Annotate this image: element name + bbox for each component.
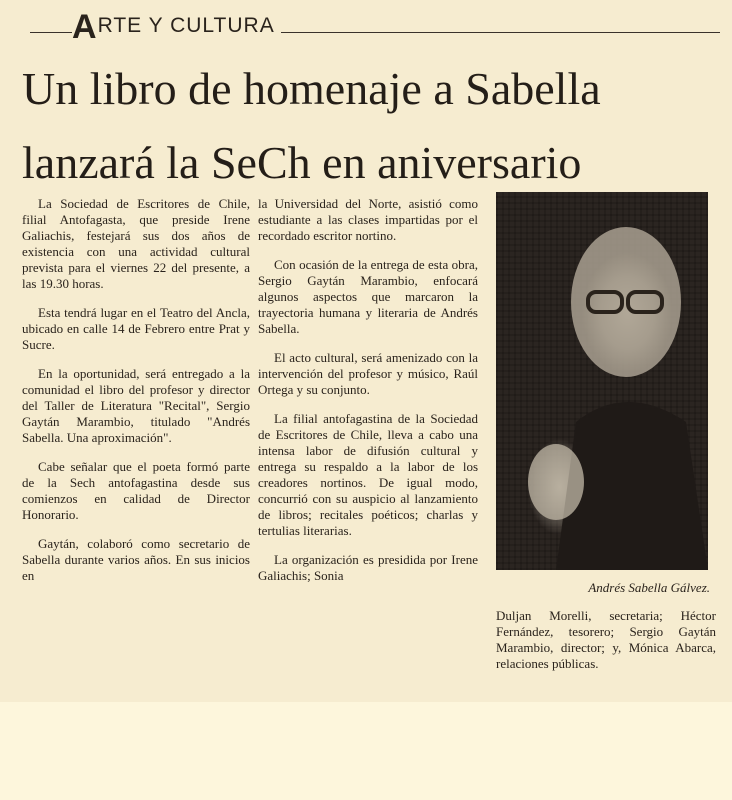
portrait-figure	[496, 192, 708, 570]
article-column-3	[496, 608, 716, 685]
paragraph: El acto cultural, será amenizado con la intervención del profesor y músico, Raúl Ortega y su conjunto.	[258, 350, 478, 397]
headline-line-1: Un libro de homenaje a Sabella	[22, 63, 601, 114]
article-column-2	[258, 196, 478, 597]
paragraph: Cabe señalar que el poeta formó parte de la Sech antofagastina desde sus comienzos en calidad de Director Honorario.	[22, 459, 250, 522]
section-title: RTE Y CULTURA	[97, 14, 275, 37]
paragraph: En la oportunidad, será entregado a la comunidad el libro del profesor y director del Taller de Literatura "Recital", Sergio Gaytán Marambio, titulado "Andrés Sabella. Una aproximación".	[22, 366, 250, 445]
paragraph: Gaytán, colaboró como secretario de Sabella durante varios años. En sus inicios en	[22, 536, 250, 583]
section-initial: A	[72, 8, 98, 46]
paragraph: La filial antofagastina de la Sociedad de Escritores de Chile, lleva a cabo una intensa labor de difusión cultural y entrega su respaldo a la labor de los creadores nortinos. De igual modo, concurrió con su auspicio al lanzamiento de libros; recitales poéticos; charlas y tertulias literarias.	[258, 411, 478, 538]
headline-line-2: lanzará la SeCh en aniversario	[22, 137, 582, 188]
article-column-1	[22, 196, 250, 597]
paragraph: Esta tendrá lugar en el Teatro del Ancla, ubicado en calle 14 de Febrero entre Prat y Sucre.	[22, 305, 250, 352]
paragraph: Con ocasión de la entrega de esta obra, Sergio Gaytán Marambio, enfocará algunos aspectos que marcaron la trayectoria humana y literaria de Andrés Sabella.	[258, 257, 478, 336]
paragraph: La organización es presidida por Irene Galiachis; Sonia	[258, 552, 478, 583]
photo-caption: Andrés Sabella Gálvez.	[588, 580, 710, 595]
paragraph: La Sociedad de Escritores de Chile, filial Antofagasta, que preside Irene Galiachis, festejará sus dos años de existencia con una actividad cultural prevista para el viernes 22 del presente, a las 19.30 horas.	[22, 196, 250, 291]
portrait-photo	[496, 192, 708, 570]
paragraph: Duljan Morelli, secretaria; Héctor Fernández, tesorero; Sergio Gaytán Marambio, director; y, Mónica Abarca, relaciones públicas.	[496, 608, 716, 671]
paragraph: la Universidad del Norte, asistió como estudiante a las clases impartidas por el recordado escritor nortino.	[258, 196, 478, 243]
section-header	[72, 2, 281, 46]
